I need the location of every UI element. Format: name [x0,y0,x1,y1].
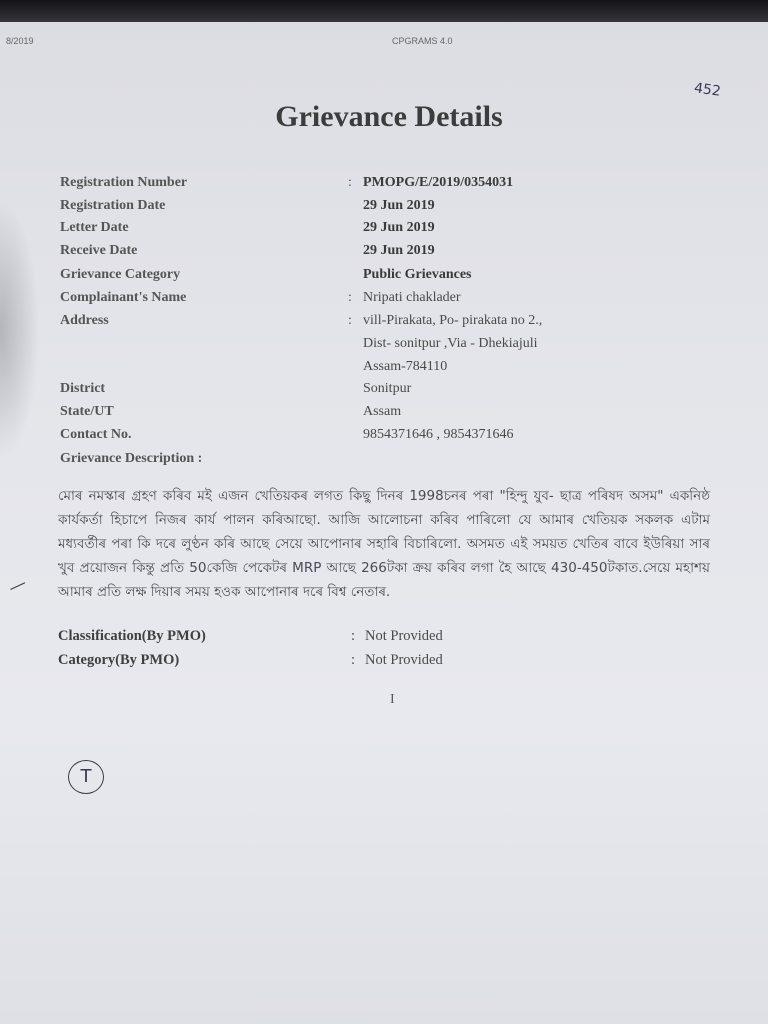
field-label: Grievance Category [60,267,181,282]
field-label: State/UT [60,404,114,419]
grievance-description-label: Grievance Description : [60,451,203,466]
letter-date-value: 29 Jun 2019 [363,220,435,235]
field-label: Category(By PMO) [58,652,180,668]
field-colon: : [351,628,356,644]
field-label: District [60,381,106,396]
address-line-2: Dist- sonitpur ,Via - Dhekiajuli [363,336,538,351]
page-title: Grievance Details [275,100,503,133]
category-pmo-value: Not Provided [365,652,443,668]
field-label: Classification(By PMO) [58,628,206,644]
field-label: Registration Number [60,175,188,190]
print-date: 8/2019 [6,36,34,46]
state-value: Assam [363,404,402,419]
field-label: Receive Date [60,243,138,258]
address-line-3: Assam-784110 [363,359,448,374]
complainant-name-value: Nripati chaklader [363,290,461,305]
address-line-1: vill-Pirakata, Po- pirakata no 2., [363,313,543,328]
contact-number-value: 9854371646 , 9854371646 [363,427,514,442]
grievance-category-value: Public Grievances [363,267,472,282]
system-name: CPGRAMS 4.0 [392,36,453,46]
field-label: Letter Date [60,220,129,235]
field-colon: : [348,175,352,190]
field-label: Contact No. [60,427,132,442]
field-colon: : [348,313,352,328]
field-colon: : [351,652,356,668]
text-cursor-mark: I [390,692,395,707]
circled-handwritten-mark: T [68,760,104,794]
receive-date-value: 29 Jun 2019 [363,243,435,258]
field-label: Registration Date [60,198,166,213]
field-colon: : [348,290,352,305]
page-fold-shadow [0,200,40,460]
registration-number-value: PMOPG/E/2019/0354031 [363,175,514,190]
district-value: Sonitpur [363,381,412,396]
handwritten-page-number: 452 [693,80,722,100]
grievance-description-text: মোৰ নমস্কাৰ গ্ৰহণ কৰিব মই এজন খেতিয়কৰ লগত কিছু দিনৰ 1998চনৰ পৰা "হিন্দু যুব- ছাত্ৰ পৰিষদ অসম" একনিষ্ঠ কাৰ্যকৰ্তা হিচাপে নিজৰ কাৰ্য পালন কৰিআছো. আজি আলোচনা কৰিব পাৰিলো যে আমাৰ খেতিয়ক সকলক এটাম মধ্যবৰ্তীৰ পৰা কি দৰে লুণ্ঠন কৰি আছে সেয়ে আপোনাৰ সহাৰি বিচাৰিলো. অসমত এই সময়ত খেতিৰ বাবে ইউৰিয়া সাৰ খুব প্ৰয়োজন কিন্তু প্ৰতি 50কেজি পেকেটৰ MRP আছে 266টকা ক্ৰয় কৰিব লগা হৈ আছে 430-450টকাত.সেয়ে মহাশয় আমাৰ প্ৰতি লক্ষ দিয়াৰ সময় হওক আপোনাৰ দৰে বিশ্ব নেতাৰ. [58,488,710,600]
field-label: Complainant's Name [60,290,187,305]
registration-date-value: 29 Jun 2019 [363,198,435,213]
field-label: Address [60,313,109,328]
classification-value: Not Provided [365,628,443,644]
